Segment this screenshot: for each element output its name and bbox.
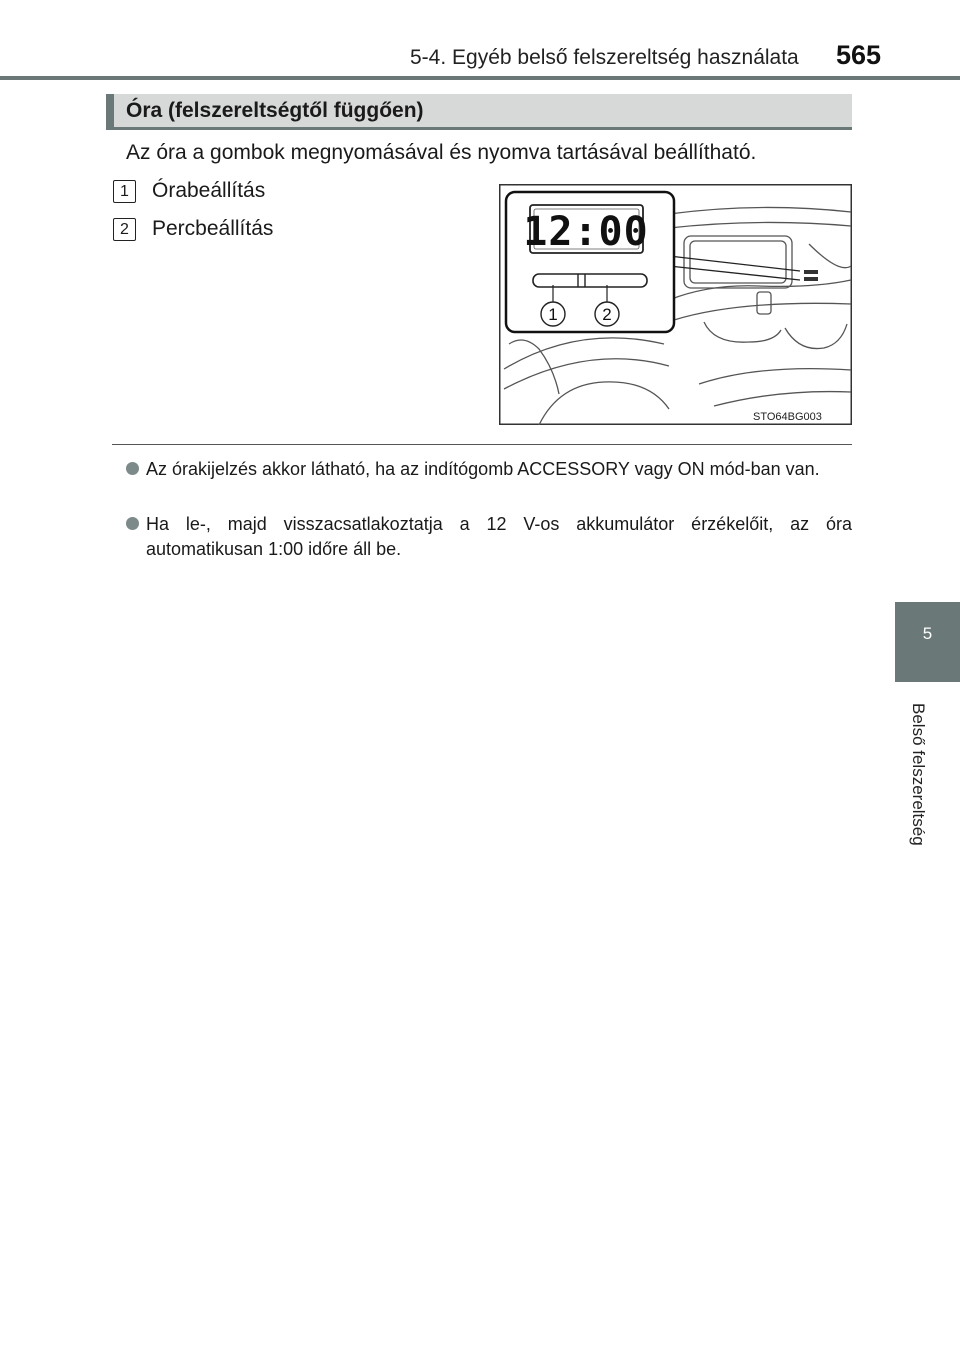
item-number-badge: 1 [113,180,136,203]
note-text: Ha le-, majd visszacsatlakoztatja a 12 V-os akkumulátor érzékelőit, az óra automatikusan 1:00 időre áll be. [146,514,852,559]
page-number: 565 [836,40,882,70]
bullet-icon [126,517,139,530]
chapter-label: Belső felszereltség [909,703,928,846]
section-title-bar [106,94,852,130]
note-item [126,457,852,507]
clock-display-text: 12:00 [523,209,649,255]
item-label: Órabeállítás [152,179,266,202]
bullet-icon [126,462,139,475]
header-section-title: 5-4. Egyéb belső felszereltség használata [410,46,799,69]
item-number-badge: 2 [113,218,136,241]
clock-illustration [499,184,852,425]
intro-paragraph: Az óra a gombok megnyomásával és nyomva tartásával beállítható. [126,141,757,164]
figure-caption: STO64BG003 [753,411,822,423]
callout-2: 2 [602,305,612,324]
section-title: Óra (felszereltségtől függően) [126,99,424,122]
dashboard-drawing [499,184,852,425]
note-item [126,512,852,562]
callout-1: 1 [548,305,558,324]
notes-divider [112,444,852,445]
header-divider [0,76,960,80]
note-text: Az órakijelzés akkor látható, ha az indítógomb ACCESSORY vagy ON mód-ban van. [146,459,820,479]
chapter-number: 5 [922,624,933,643]
title-accent [106,94,114,127]
item-label: Percbeállítás [152,217,274,240]
chapter-tab [895,602,960,682]
